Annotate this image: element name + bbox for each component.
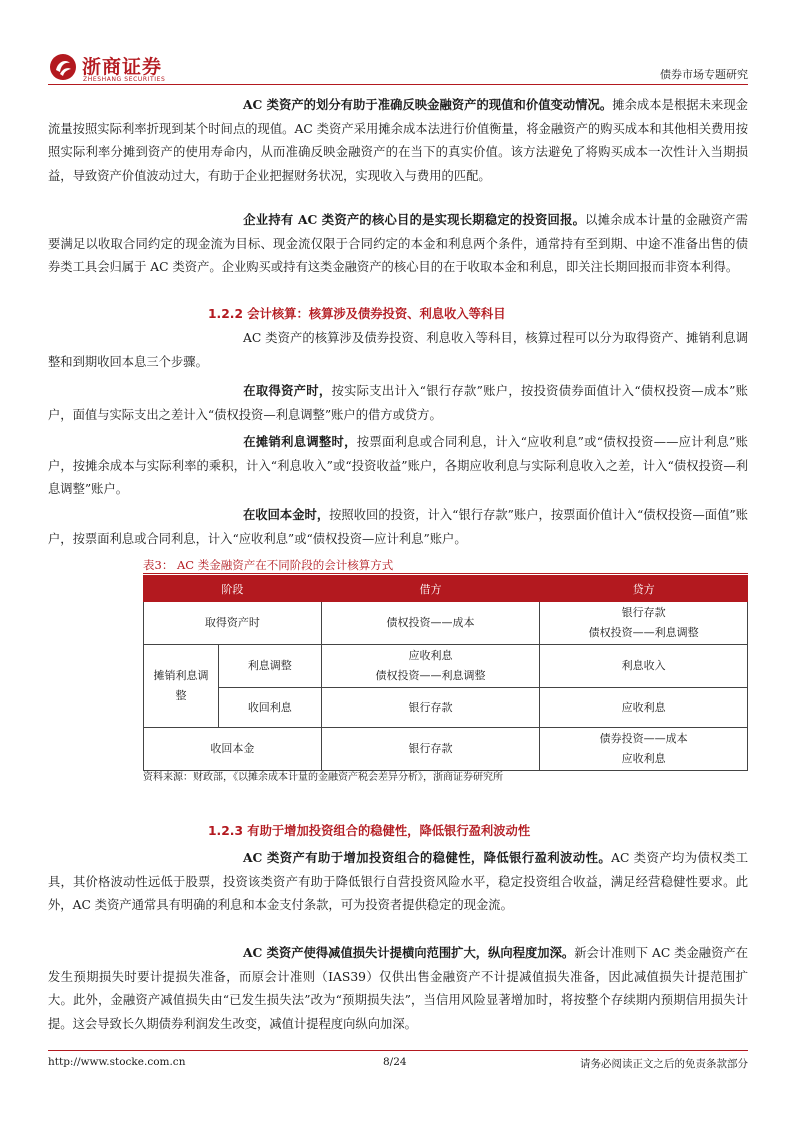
table-header-row: [144, 576, 748, 602]
cell-debit: 银行存款: [321, 688, 540, 728]
page-number: 8/24: [383, 1056, 407, 1068]
paragraph-1: [48, 93, 748, 189]
paragraph-6: [48, 503, 748, 551]
cell-debit: 债权投资——成本: [321, 602, 540, 645]
cell-sub-stage: 收回利息: [218, 688, 321, 728]
table-row: [144, 602, 748, 645]
paragraph-7: [48, 846, 748, 918]
table-row: [144, 688, 748, 728]
logo-mark-icon: [48, 52, 78, 82]
table-source: 资料来源：财政部，《以摊余成本计量的金融资产税会差异分析》，浙商证券研究所: [143, 772, 503, 783]
paragraph-1-body: 摊余成本是根据未来现金流量按照实际利率折现到某个时间点的现值。AC 类资产采用摊余成本法进行价值衡量，将金融资产的购买成本和其他相关费用按照实际利率分摊到资产的使用寿命内，从而准确反映金融资产的在当下的真实价值。该方法避免了将购买成本一次性计入当期损益，导致资产价值波动过大，有助于企业把握财务状况，实现收入与费用的匹配。: [48, 98, 748, 184]
cell-credit-line: 应收利息: [621, 752, 666, 765]
paragraph-4-lead: 在取得资产时，: [243, 383, 332, 398]
paragraph-2: [48, 208, 748, 280]
cell-credit: [540, 602, 748, 645]
table-caption: 表3： AC 类金融资产在不同阶段的会计核算方式: [143, 558, 394, 572]
paragraph-7-body: AC 类资产均为债权类工具，其价格波动性远低于股票，投资该类资产有助于降低银行自营投资风险水平，稳定投资组合收益，满足经营稳健性要求。此外，AC 类资产通常具有明确的利息和本金支付条款，可为投资者提供稳定的现金流。: [48, 851, 748, 913]
footer-disclaimer: 请务必阅读正文之后的免责条款部分: [580, 1058, 748, 1070]
paragraph-7-lead: AC 类资产有助于增加投资组合的稳健性，降低银行盈利波动性。: [243, 850, 612, 865]
paragraph-2-body: 以摊余成本计量的金融资产需要满足以收取合同约定的现金流为目标、现金流仅限于合同约定的本金和利息两个条件，通常持有至到期、中途不准备出售的债券类工具会归属于 AC 类资产。企业购买或持有这类金融资产的核心目的在于收取本金和利息，即关注长期回报而非资本利得。: [48, 213, 748, 275]
paragraph-1-lead: AC 类资产的划分有助于准确反映金融资产的现值和价值变动情况。: [243, 97, 613, 112]
table-top-rule: [143, 573, 748, 574]
paragraph-3: [48, 327, 748, 374]
header-divider: [48, 84, 748, 85]
logo-text-cn: 浙商证券: [82, 56, 163, 78]
logo-text-en: ZHESHANG SECURITIES: [83, 76, 166, 83]
paragraph-5-lead: 在摊销利息调整时，: [243, 434, 357, 449]
cell-credit-line: 债券投资——成本: [599, 732, 688, 745]
cell-group-label: 摊销利息调整: [144, 645, 219, 728]
cell-credit: [540, 728, 748, 771]
cell-credit: 应收利息: [540, 688, 748, 728]
paragraph-8-lead: AC 类资产使得减值损失计提横向范围扩大，纵向程度加深。: [243, 945, 575, 960]
header-stage: 阶段: [144, 576, 322, 602]
paragraph-4-body: 按实际支出计入“银行存款”账户，按投资债券面值计入“债权投资—成本”账户，面值与实际支出之差计入“债权投资—利息调整”账户的借方或贷方。: [48, 384, 748, 422]
paragraph-3-body: AC 类资产的核算涉及债券投资、利息收入等科目，核算过程可以分为取得资产、摊销利息调整和到期收回本息三个步骤。: [48, 331, 748, 369]
cell-credit-line: 债权投资——利息调整: [588, 626, 699, 639]
table-row: [144, 728, 748, 771]
cell-debit: 银行存款: [321, 728, 540, 771]
footer-url[interactable]: http://www.stocke.com.cn: [48, 1056, 186, 1068]
accounting-table: [143, 575, 748, 771]
paragraph-6-lead: 在收回本金时，: [243, 507, 330, 522]
table-row: [144, 645, 748, 688]
report-type: 债券市场专题研究: [660, 68, 748, 81]
cell-stage: 取得资产时: [144, 602, 322, 645]
cell-debit: [321, 645, 540, 688]
paragraph-6-body: 按照收回的投资，计入“银行存款”账户，按票面价值计入“债权投资—面值”账户，按票面利息或合同利息，计入“应收利息”或“债权投资—应计利息”账户。: [48, 508, 748, 546]
section-heading-1-2-3: 1.2.3 有助于增加投资组合的稳健性，降低银行盈利波动性: [208, 824, 531, 838]
paragraph-8-body: 新会计准则下 AC 类金融资产在发生预期损失时要计提损失准备，而原会计准则（IAS39）仅供出售金融资产不计提减值损失准备，因此减值损失计提范围扩大。此外，金融资产减值损失由“已发生损失法”改为“预期损失法”，当信用风险显著增加时，将按整个存续期内预期信用损失计提。这会导致长久期债券利润发生改变，减值计提程度向纵向加深。: [48, 946, 748, 1032]
paragraph-4: [48, 379, 748, 427]
section-heading-1-2-2: 1.2.2 会计核算：核算涉及债券投资、利息收入等科目: [208, 307, 506, 321]
cell-debit-line: 应收利息: [408, 649, 453, 662]
header-credit: 贷方: [540, 576, 748, 602]
cell-credit-line: 银行存款: [621, 606, 666, 619]
company-logo: [48, 48, 168, 88]
paragraph-5: [48, 430, 748, 502]
paragraph-5-body: 按票面利息或合同利息，计入“应收利息”或“债权投资——应计利息”账户，按摊余成本与实际利率的乘积，计入“利息收入”或“投资收益”账户，各期应收利息与实际利息收入之差，计入“债权投资—利息调整”账户。: [48, 435, 748, 497]
header-debit: 借方: [321, 576, 540, 602]
paragraph-2-lead: 企业持有 AC 类资产的核心目的是实现长期稳定的投资回报。: [243, 212, 586, 227]
footer-divider: [48, 1050, 748, 1051]
cell-stage: 收回本金: [144, 728, 322, 771]
cell-debit-line: 债权投资——利息调整: [375, 669, 486, 682]
paragraph-8: [48, 941, 748, 1037]
cell-credit: 利息收入: [540, 645, 748, 688]
cell-sub-stage: 利息调整: [218, 645, 321, 688]
